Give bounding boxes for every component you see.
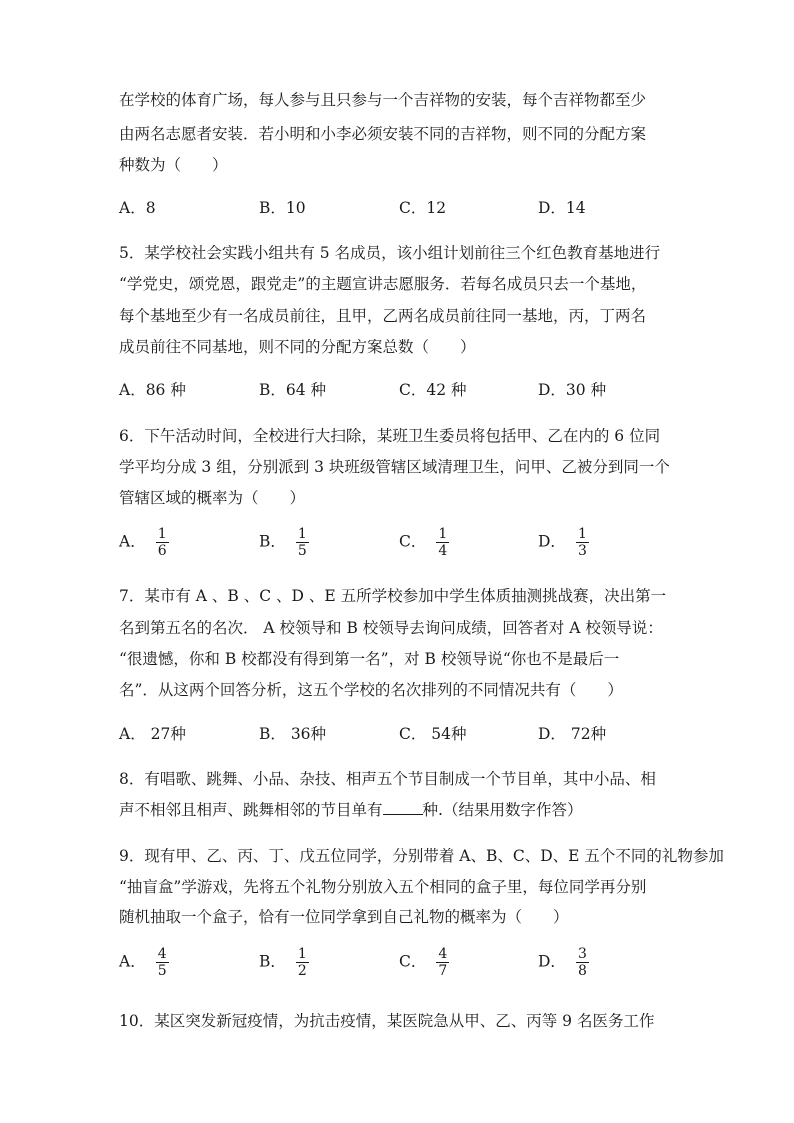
q7-option-d: D． 72种 [538, 725, 607, 743]
q9-option-b-fraction: $\frac{1}{2}$ [297, 946, 307, 979]
q5-option-c: C．42 种 [399, 381, 467, 399]
q6-line-3: 管辖区域的概率为（ ） [119, 489, 306, 507]
q5-option-a: A．86 种 [119, 381, 186, 399]
q6-line-1: 6．下午活动时间，全校进行大扫除，某班卫生委员将包括甲、乙在内的 6 位同 [119, 427, 661, 445]
q5-line-2: “学党史，颂党恩，跟党走”的主题宣讲志愿服务．若每名成员只去一个基地， [119, 275, 647, 293]
q7-line-2: 名到第五名的名次． A 校领导和 B 校领导去询问成绩，回答者对 A 校领导说： [119, 619, 663, 637]
q8-line-1: 8．有唱歌、跳舞、小品、杂技、相声五个节目制成一个节目单，其中小品、相 [119, 770, 656, 788]
q5-options [119, 380, 719, 420]
q4-option-d: D．14 [538, 199, 586, 217]
q9-option-c-fraction: $\frac{4}{7}$ [438, 946, 448, 979]
q9-option-a-fraction: $\frac{4}{5}$ [157, 946, 167, 979]
q6-option-b-fraction: $\frac{1}{5}$ [297, 526, 307, 559]
q6-option-b: B． $\frac{1}{5}$ [259, 526, 307, 559]
q5-option-b: B．64 种 [259, 381, 327, 399]
q7-line-3: “很遗憾，你和 B 校都没有得到第一名”，对 B 校领导说“你也不是最后一 [119, 650, 620, 668]
q4-option-b: B．10 [259, 199, 306, 217]
q4-line-1: 在学校的体育广场，每人参与且只参与一个吉祥物的安装，每个吉祥物都至少 [119, 91, 647, 109]
q6-option-a: A． $\frac{1}{6}$ [119, 526, 167, 559]
q5-line-1: 5．某学校社会实践小组共有 5 名成员，该小组计划前往三个红色教育基地进行 [119, 244, 661, 262]
q6-line-2: 学平均分成 3 组，分别派到 3 块班级管辖区域清理卫生，问甲、乙被分到同一个 [119, 458, 670, 476]
q9-option-c: C． $\frac{4}{7}$ [399, 946, 448, 979]
q4-line-3: 种数为（ ） [119, 156, 228, 174]
q4-line-2: 由两名志愿者安装．若小明和小李必须安装不同的吉祥物，则不同的分配方案 [119, 125, 647, 143]
q4-option-c: C．12 [399, 199, 447, 217]
q6-option-d: D． $\frac{1}{3}$ [538, 526, 587, 559]
q5-line-4: 成员前往不同基地，则不同的分配方案总数（ ） [119, 338, 476, 356]
q6-option-d-fraction: $\frac{1}{3}$ [577, 526, 587, 559]
q9-option-a: A． $\frac{4}{5}$ [119, 946, 167, 979]
q7-line-4: 名”．从这两个回答分析，这五个学校的名次排列的不同情况共有（ ） [119, 681, 623, 699]
q9-line-2: “抽盲盒”学游戏，先将五个礼物分别放入五个相同的盒子里，每位同学再分别 [119, 878, 647, 896]
q4-options [119, 198, 719, 238]
q9-line-1: 9．现有甲、乙、丙、丁、戊五位同学，分别带着 A、B、C、D、E 五个不同的礼物参加 [119, 847, 724, 865]
q4-option-a: A．8 [119, 199, 156, 217]
q9-option-b: B． $\frac{1}{2}$ [259, 946, 307, 979]
q5-option-d: D．30 种 [538, 381, 607, 399]
q7-option-c: C． 54种 [399, 725, 467, 743]
q9-option-d: D． $\frac{3}{8}$ [538, 946, 587, 979]
q7-option-b: B． 36种 [259, 725, 327, 743]
q9-option-d-fraction: $\frac{3}{8}$ [577, 946, 587, 979]
q8-answer-blank [383, 800, 423, 815]
q6-options [119, 526, 719, 566]
q7-line-1: 7．某市有 A 、B 、C 、D 、E 五所学校参加中学生体质抽测挑战赛，决出第一 [119, 587, 667, 605]
q6-option-a-fraction: $\frac{1}{6}$ [157, 526, 167, 559]
q10-line-1: 10．某区突发新冠疫情，为抗击疫情，某医院急从甲、乙、丙等 9 名医务工作 [119, 1012, 655, 1030]
q8-line-2: 声不相邻且相声、跳舞相邻的节目单有 种.（结果用数字作答） [119, 801, 583, 819]
q7-option-a: A． 27种 [119, 725, 186, 743]
q6-option-c-fraction: $\frac{1}{4}$ [438, 526, 448, 559]
q9-line-3: 随机抽取一个盒子，恰有一位同学拿到自己礼物的概率为（ ） [119, 908, 569, 926]
q5-line-3: 每个基地至少有一名成员前往，且甲，乙两名成员前往同一基地，丙，丁两名 [119, 307, 647, 325]
q7-options [119, 724, 719, 764]
q9-options [119, 946, 719, 986]
q6-option-c: C． $\frac{1}{4}$ [399, 526, 448, 559]
